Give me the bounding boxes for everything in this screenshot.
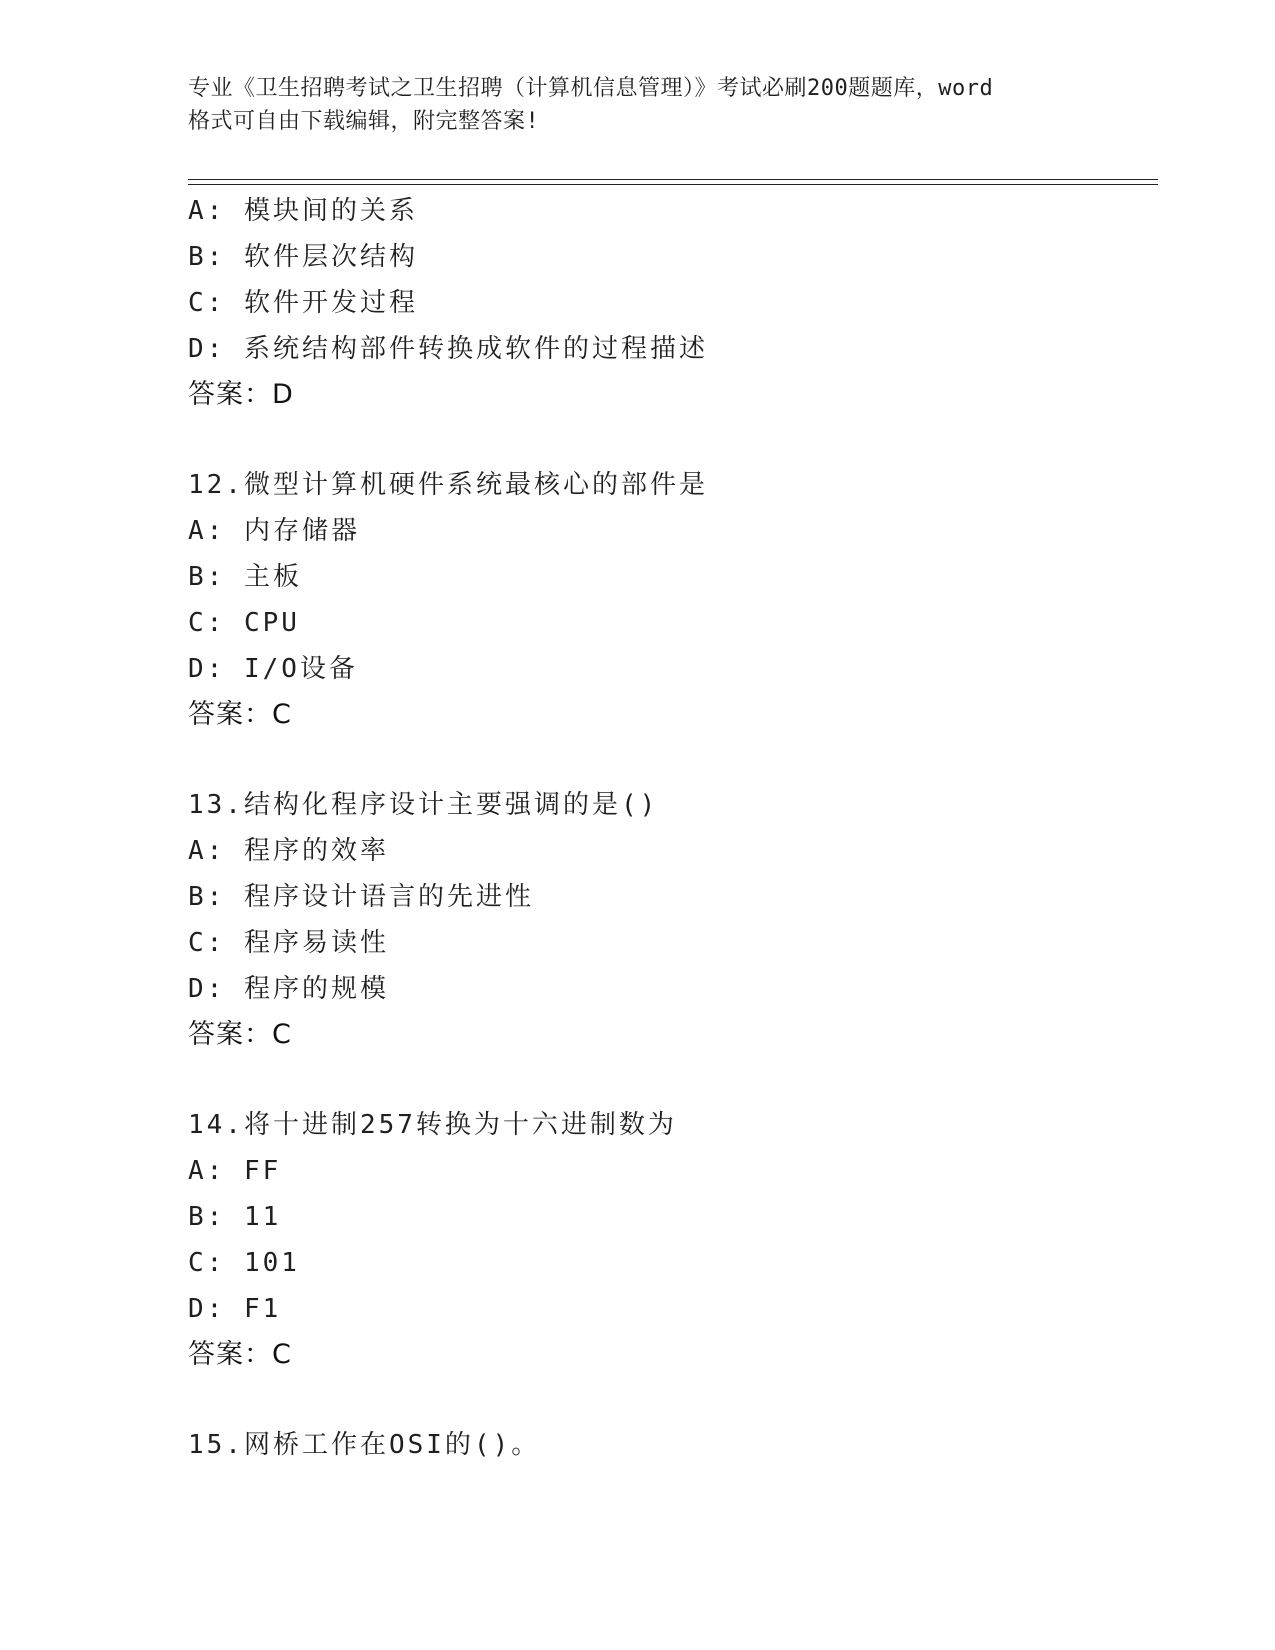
question-11-option-a: A: 模块间的关系 bbox=[188, 196, 418, 226]
question-11-option-b: B: 软件层次结构 bbox=[188, 242, 418, 272]
spacer bbox=[188, 418, 1148, 462]
question-14-option-a: A: FF bbox=[188, 1156, 282, 1186]
document-header bbox=[188, 72, 1088, 138]
question-14-block bbox=[188, 1102, 1148, 1378]
spacer bbox=[188, 1058, 1148, 1102]
spacer bbox=[188, 1378, 1148, 1422]
header-divider-bottom bbox=[188, 184, 1158, 185]
question-12-answer: 答案：C bbox=[188, 699, 292, 730]
question-12-option-b: B: 主板 bbox=[188, 562, 302, 592]
header-title-line-2: 格式可自由下载编辑，附完整答案! bbox=[188, 109, 540, 134]
question-13-text: 13.结构化程序设计主要强调的是() bbox=[188, 790, 659, 820]
question-12-option-a: A: 内存储器 bbox=[188, 516, 360, 546]
question-15-block bbox=[188, 1422, 1148, 1468]
question-13-answer: 答案：C bbox=[188, 1019, 292, 1050]
question-11-option-c: C: 软件开发过程 bbox=[188, 288, 418, 318]
question-12-text: 12.微型计算机硬件系统最核心的部件是 bbox=[188, 470, 708, 500]
header-divider-top bbox=[188, 179, 1158, 180]
question-11-block bbox=[188, 188, 1148, 418]
question-14-option-c: C: 101 bbox=[188, 1248, 300, 1278]
spacer bbox=[188, 738, 1148, 782]
question-12-option-c: C: CPU bbox=[188, 608, 300, 638]
question-14-text: 14.将十进制257转换为十六进制数为 bbox=[188, 1110, 677, 1140]
question-list bbox=[188, 188, 1148, 1468]
header-title-line-1: 专业《卫生招聘考试之卫生招聘（计算机信息管理）》考试必刷200题题库，word bbox=[188, 76, 994, 101]
question-12-block bbox=[188, 462, 1148, 738]
question-12-option-d: D: I/O设备 bbox=[188, 654, 358, 684]
question-15-text: 15.网桥工作在OSI的()。 bbox=[188, 1430, 541, 1460]
question-11-answer: 答案：D bbox=[188, 379, 294, 410]
question-14-option-d: D: F1 bbox=[188, 1294, 282, 1324]
question-13-option-a: A: 程序的效率 bbox=[188, 836, 389, 866]
question-13-option-d: D: 程序的规模 bbox=[188, 974, 389, 1004]
question-11-option-d: D: 系统结构部件转换成软件的过程描述 bbox=[188, 334, 708, 364]
question-14-answer: 答案：C bbox=[188, 1339, 292, 1370]
question-13-option-b: B: 程序设计语言的先进性 bbox=[188, 882, 534, 912]
question-13-option-c: C: 程序易读性 bbox=[188, 928, 389, 958]
question-13-block bbox=[188, 782, 1148, 1058]
question-14-option-b: B: 11 bbox=[188, 1202, 282, 1232]
